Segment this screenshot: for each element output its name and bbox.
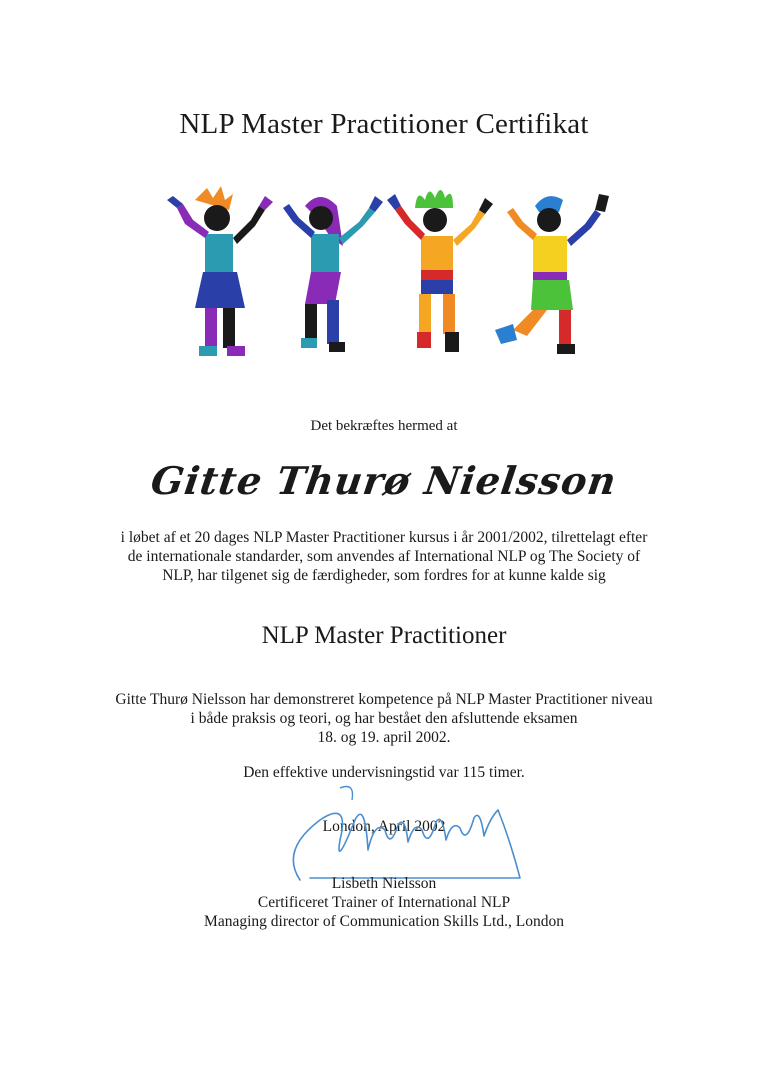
certification-subtitle: NLP Master Practitioner (261, 622, 507, 649)
competence-description (0, 690, 768, 747)
dancer-figure-4 (495, 194, 609, 354)
signatory-company: Managing director of Communication Skills Ltd., London (204, 913, 564, 930)
competence-text-line: i både praksis og teori, og har bestået den afsluttende eksamen (190, 710, 578, 727)
dancer-figure-1 (167, 186, 273, 356)
competence-text-line: 18. og 19. april 2002. (317, 729, 451, 746)
teaching-hours: Den effektive undervisningstid var 115 timer. (243, 764, 525, 781)
course-description (0, 528, 768, 585)
certificate-title: NLP Master Practitioner Certifikat (179, 108, 589, 140)
signatory-title: Certificeret Trainer of International NLP (257, 894, 511, 911)
course-text-line: NLP, har tilgenet sig de færdigheder, som fordres for at kunne kalde sig (162, 567, 606, 584)
recipient-name: Gitte Thurø Nielsson (148, 458, 620, 503)
place-date: London, April 2002 (322, 818, 446, 835)
competence-text-line: Gitte Thurø Nielsson har demonstreret kompetence på NLP Master Practitioner niveau (115, 691, 653, 708)
course-text-line: i løbet af et 20 dages NLP Master Practitioner kursus i år 2001/2002, tilrettelagt efter (120, 529, 648, 546)
signatory-block (0, 874, 768, 931)
course-text-line: de internationale standarder, som anvendes af International NLP og The Society of (127, 548, 641, 565)
confirmation-text: Det bekræftes hermed at (310, 418, 458, 434)
dancer-figure-3 (387, 190, 493, 352)
dancer-figure-2 (283, 196, 383, 352)
dancing-figures-illustration (155, 180, 635, 385)
signatory-name: Lisbeth Nielsson (331, 875, 437, 892)
